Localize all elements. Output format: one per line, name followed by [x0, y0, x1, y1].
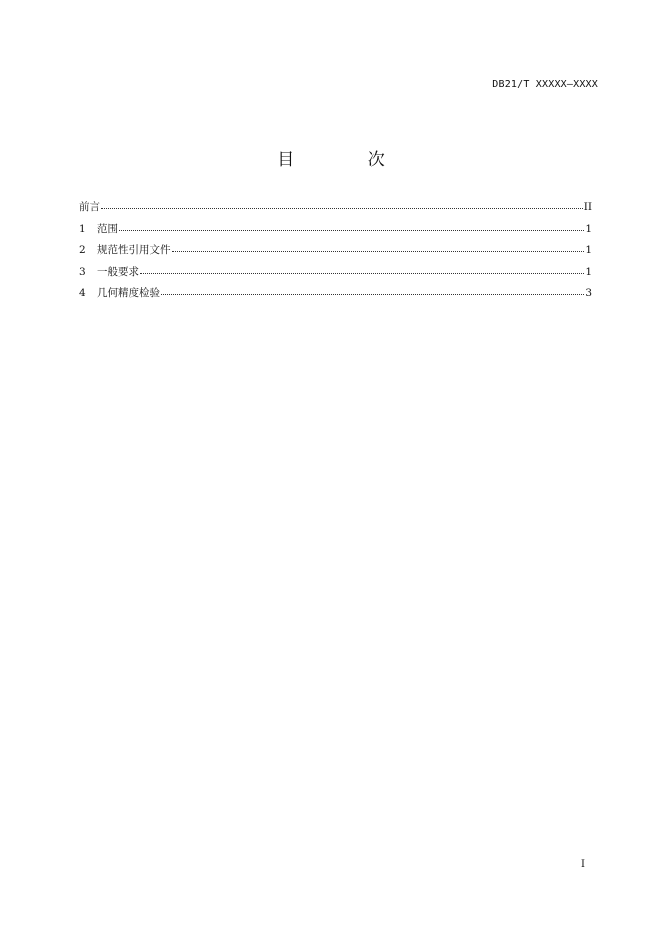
page-number: I [581, 859, 585, 870]
toc-leader-dots [172, 243, 585, 252]
toc-entry-foreword[interactable] [79, 200, 592, 222]
toc-entry-page: 1 [585, 222, 592, 235]
toc-entry-general-requirements[interactable] [79, 265, 592, 287]
document-code: DB21/T XXXXX—XXXX [492, 79, 598, 90]
toc-entry-number: 1 [79, 222, 86, 235]
toc-entry-text: 规范性引用文件 [97, 244, 171, 256]
toc-entry-number: 2 [79, 244, 86, 256]
toc-title: 目 次 [277, 150, 419, 170]
toc-entry-normative-references[interactable] [79, 243, 592, 265]
toc-entry-page: II [583, 201, 592, 213]
toc-entry-number: 3 [79, 265, 86, 278]
toc-entry-text: 几何精度检验 [97, 287, 160, 299]
toc-entry-text: 范围 [97, 222, 118, 235]
toc-leader-dots [161, 286, 584, 295]
toc-entry-scope[interactable] [79, 222, 592, 244]
toc-entry-page: 1 [585, 265, 592, 278]
toc-entry-geometric-accuracy[interactable] [79, 286, 592, 308]
toc-leader-dots [140, 265, 584, 274]
toc-entry-page: 3 [585, 287, 592, 299]
toc-entry-text: 前言 [79, 201, 100, 213]
toc-entry-text: 一般要求 [97, 265, 139, 278]
toc-entry-page: 1 [585, 244, 592, 256]
table-of-contents [79, 200, 592, 308]
toc-leader-dots [101, 200, 583, 209]
toc-entry-number: 4 [79, 287, 86, 299]
toc-leader-dots [119, 222, 584, 231]
